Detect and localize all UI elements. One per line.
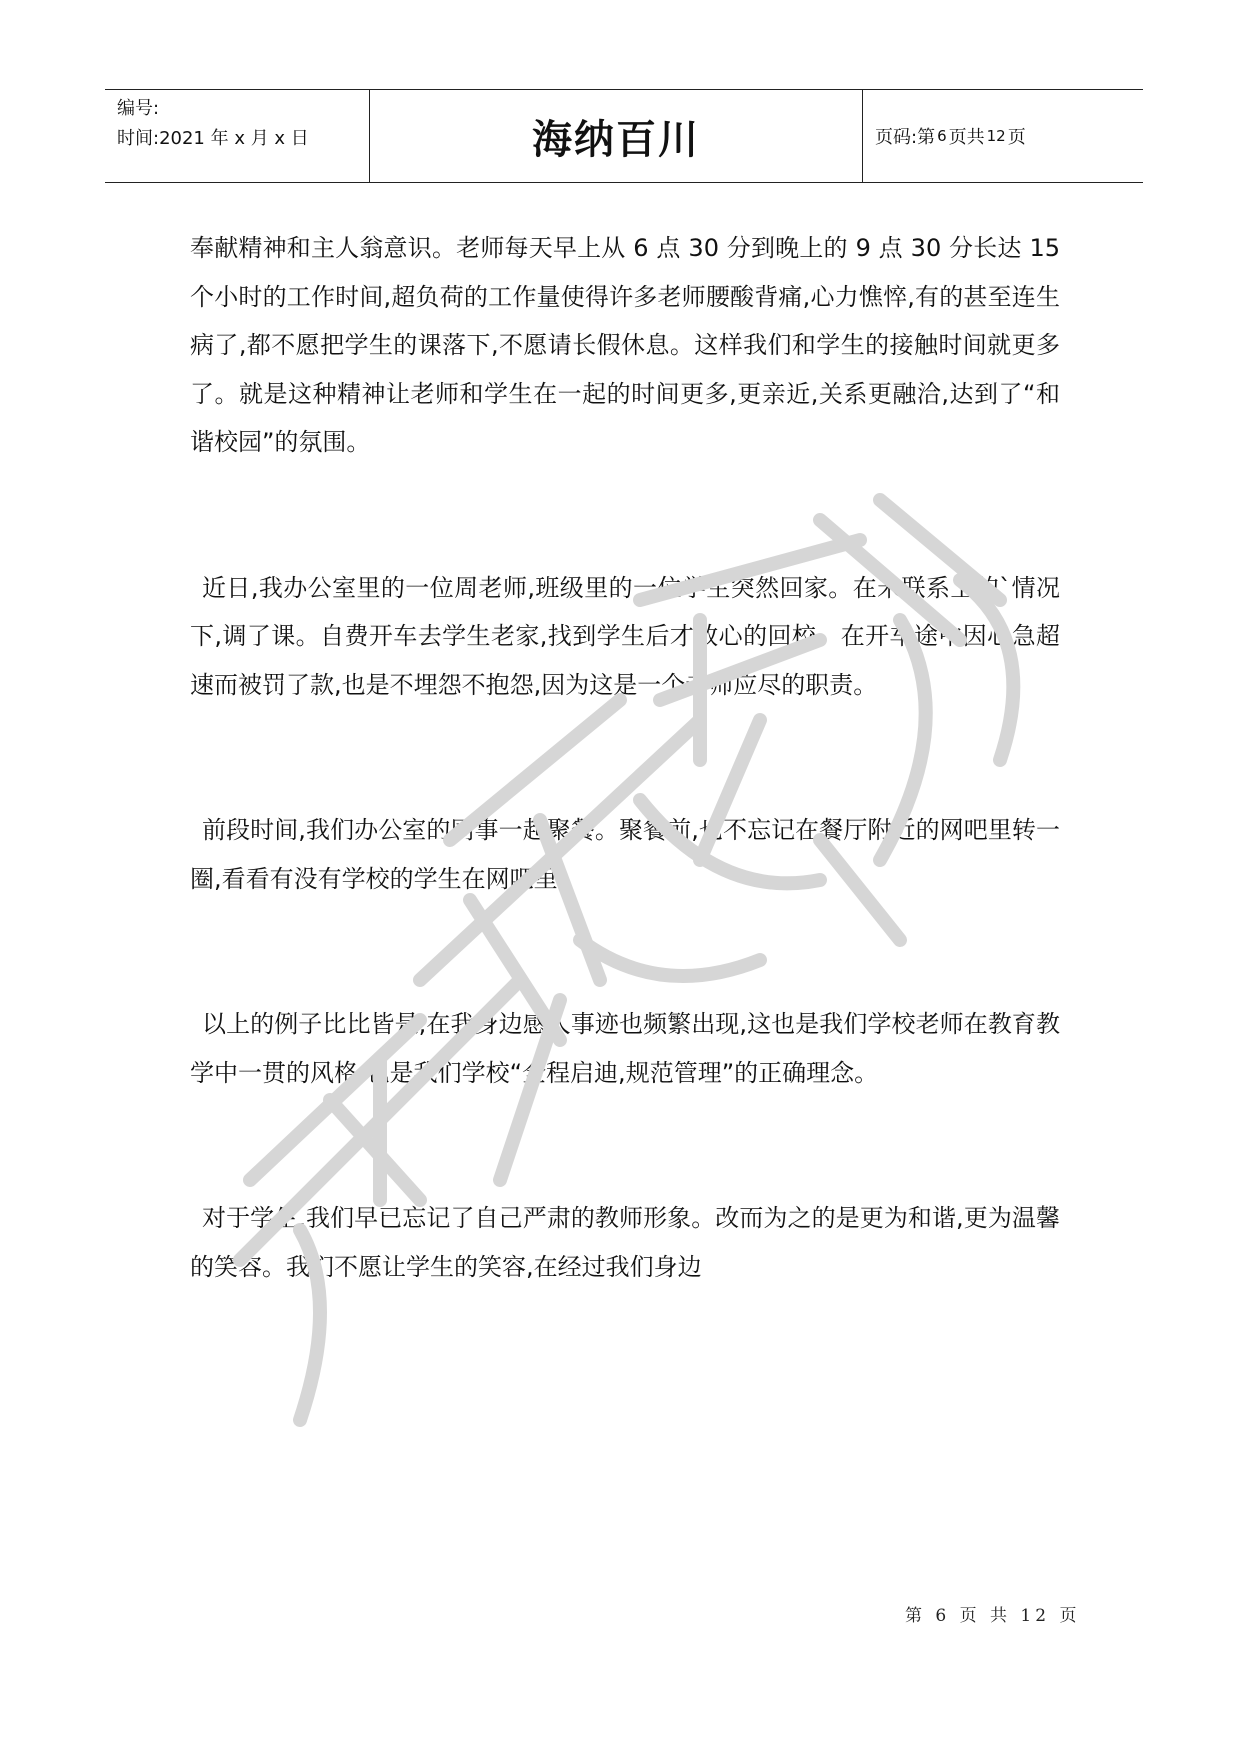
date-label: 时间:2021 年 x 月 x 日 [117,128,309,149]
page-footer: 第 6 页 共 12 页 [905,1606,1081,1626]
body-paragraph-3: 前段时间,我们办公室的同事一起聚餐。聚餐前,也不忘记在餐厅附近的网吧里转一圈,看看有没有学校的学生在网吧里。 [190,816,1060,893]
body-paragraph-4: 以上的例子比比皆是,在我身边感人事迹也频繁出现,这也是我们学校老师在教育教学中一贯的风格,也是我们学校“全程启迪,规范管理”的正确理念。 [190,1010,1060,1087]
body-paragraph-5: 对于学生,我们早已忘记了自己严肃的教师形象。改而为之的是更为和谐,更为温馨的笑容。我们不愿让学生的笑容,在经过我们身边 [190,1204,1060,1281]
page-total: 12 [986,127,1006,145]
header-title: 海纳百川 [370,90,863,182]
document-header [105,89,1143,183]
body-paragraph-2: 近日,我办公室里的一位周老师,班级里的一位学生突然回家。在未联系上的`情况下,调了课。自费开车去学生老家,找到学生后才放心的回校。在开车途中因心急超速而被罚了款,也是不埋怨不抱怨,因为这是一个老师应尽的职责。 [190,573,1060,699]
header-meta-cell [105,90,370,182]
page-current: 6 [937,127,947,145]
body-paragraph-1: 奉献精神和主人翁意识。老师每天早上从 6 点 30 分到晚上的 9 点 30 分长达 15 个小时的工作时间,超负荷的工作量使得许多老师腰酸背痛,心力憔悴,有的甚至连生病了,都不愿把学生的课落下,不愿请长假休息。这样我们和学生的接触时间就更多了。就是这种精神让老师和学生在一起的时间更多,更亲近,关系更融洽,达到了“和谐校园”的氛围。 [190,234,1060,456]
header-page-info [863,90,1143,182]
page-middle: 页共 [948,127,985,148]
serial-number-label: 编号: [117,98,160,119]
document-body [190,224,1060,1291]
page-prefix: 页码:第 [875,127,936,148]
page-suffix: 页 [1007,127,1026,148]
